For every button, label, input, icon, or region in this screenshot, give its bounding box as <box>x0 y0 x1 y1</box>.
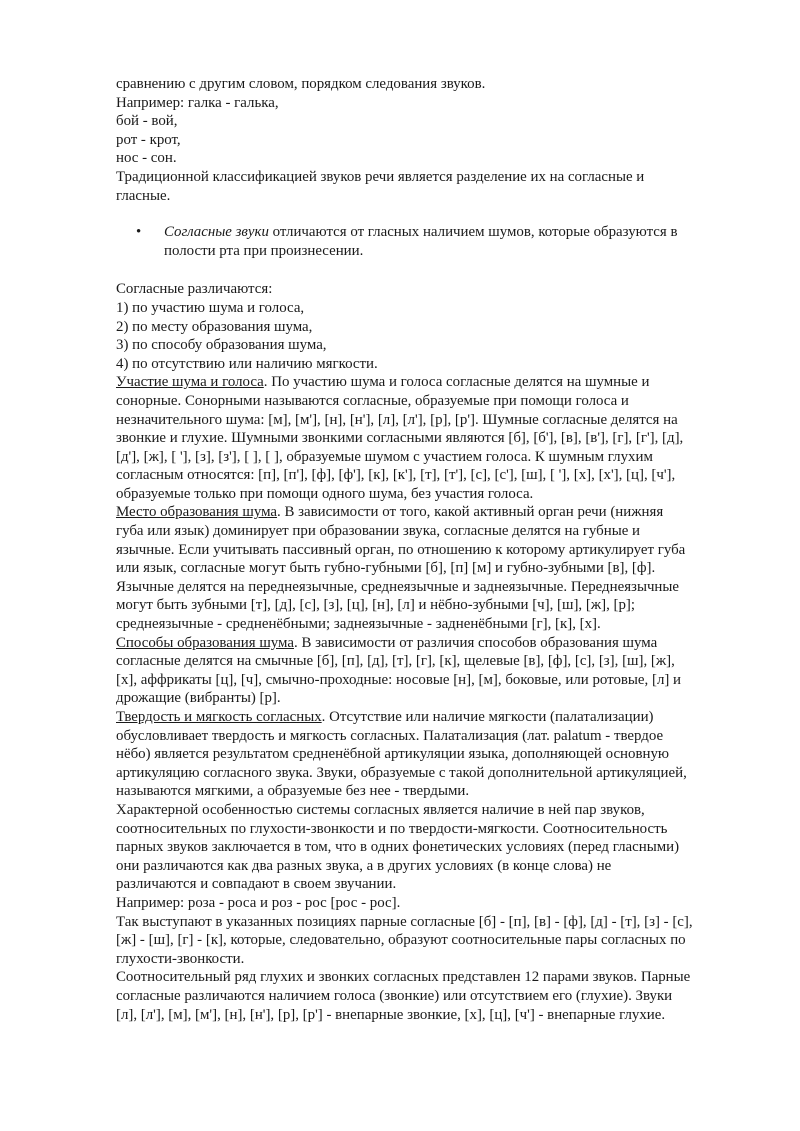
text-line: [ж] - [ш], [г] - [к], которые, следовательно, образуют соотносительные пары согласных по <box>116 932 686 949</box>
italic-term: Согласные звуки <box>164 224 269 241</box>
text-span: . В зависимости от различия способов образования шума <box>294 634 658 651</box>
text-line <box>164 223 738 242</box>
text-line: Традиционной классификацией звуков речи является разделение их на согласные и <box>116 168 645 185</box>
text-line: называются мягкими, а образуемые без нее - твердыми. <box>116 783 470 800</box>
text-line: обусловливает твердость и мягкость согласных. Палатализация (лат. palatum - твердое <box>116 727 664 744</box>
text-line: глухости-звонкости. <box>116 950 245 967</box>
text-line: язычные. Если учитывать пассивный орган, по отношению к которому артикулирует губа <box>116 541 686 558</box>
text-line: нос - сон. <box>116 150 177 167</box>
text-line: полости рта при произнесении. <box>164 242 364 259</box>
list-item: 1) по участию шума и голоса, <box>116 299 305 316</box>
text-line: гласные. <box>116 187 171 204</box>
section-title: Твердость и мягкость согласных <box>116 709 322 725</box>
section-manner <box>116 634 738 708</box>
text-line: Соотносительный ряд глухих и звонких согласных представлен 12 парами звуков. Парные <box>116 969 691 986</box>
text-line: Так выступают в указанных позициях парные согласные [б] - [п], [в] - [ф], [д] - [т], [з] - [с], <box>116 913 693 930</box>
text-line: или язык, согласные могут быть губно-губными [б], [п] [м] и губно-зубными [в], [ф]. <box>116 560 656 577</box>
text-span: отличаются от гласных наличием шумов, которые образуются в <box>268 224 678 241</box>
text-span: . В зависимости от того, какой активный орган речи (нижняя <box>277 504 664 521</box>
text-line: звонкие и глухие. Шумными звонкими согласными являются [б], [б'], [в], [в'], [г], [г'], [д], <box>116 430 684 447</box>
intro-block <box>116 75 738 205</box>
section-title: Участие шума и голоса <box>116 374 264 391</box>
tail-block <box>116 801 738 1024</box>
text-line: [х], аффрикаты [ц], [ч], смычно-проходные: носовые [н], [м], боковые, или ротовые, [л] и <box>116 671 682 688</box>
text-line: артикуляцию согласного звука. Звуки, образуемые с такой дополнительной артикуляцией, <box>116 764 687 781</box>
text-line: [л], [л'], [м], [м'], [н], [н'], [р], [р'] - внепарные звонкие, [х], [ц], [ч'] - внепарные глухие. <box>116 1006 666 1023</box>
section-title: Способы образования шума <box>116 634 294 651</box>
text-line: бой - вой, <box>116 113 178 130</box>
bullet-item <box>116 223 738 260</box>
text-line: среднеязычные - средненёбными; заднеязычные - задненёбными [г], [к], [х]. <box>116 616 601 633</box>
section-softness <box>116 708 738 801</box>
text-line: парных звуков заключается в том, что в одних фонетических условиях (перед гласными) <box>116 839 680 856</box>
text-line: различаются и совпадают в своем звучании. <box>116 876 397 893</box>
document-page <box>116 75 738 1024</box>
text-line: нёбо) является результатом средненёбной артикуляции языка, дополняющей основную <box>116 746 670 763</box>
text-line: рот - крот, <box>116 131 181 148</box>
text-line: губа или язык) доминирует при образовании звука, согласные делятся на губные и <box>116 523 641 540</box>
list-item: 4) по отсутствию или наличию мягкости. <box>116 355 378 372</box>
text-line: согласным относятся: [п], [п'], [ф], [ф'], [к], [к'], [т], [т'], [с], [с'], [ш], [ '], [х], [х'], [ц], [ч'], <box>116 467 676 484</box>
text-line: незначительного шума: [м], [м'], [н], [н'], [л], [л'], [р], [р']. Шумные согласные делятся на <box>116 411 678 428</box>
text-line: сонорные. Сонорными называются согласные, образуемые при помощи голоса и <box>116 392 629 409</box>
text-span: . По участию шума и голоса согласные делятся на шумные и <box>263 374 650 391</box>
text-line: [д'], [ж], [ '], [з], [з'], [ ], [ ], образуемые шумом с участием голоса. К шумным глухим <box>116 448 653 465</box>
text-span: . Отсутствие или наличие мягкости (палатализации) <box>321 709 654 725</box>
text-line: Например: роза - роса и роз - рос [рос - рос]. <box>116 894 401 911</box>
text-line: образуемые только при помощи одного шума, без участия голоса. <box>116 485 534 502</box>
text-line <box>116 708 738 727</box>
text-line <box>116 373 738 392</box>
text-line: дрожащие (вибранты) [р]. <box>116 690 281 707</box>
text-line: Например: галка - галька, <box>116 94 279 111</box>
criteria-heading: Согласные различаются: <box>116 281 273 298</box>
text-line: могут быть зубными [т], [д], [с], [з], [ц], [н], [л] и нёбно-зубными [ч], [ш], [ж], [р]; <box>116 597 636 614</box>
text-line: соотносительных по глухости-звонкости и по твердости-мягкости. Соотносительность <box>116 820 668 837</box>
text-line: Характерной особенностью системы согласных является наличие в ней пар звуков, <box>116 801 645 818</box>
list-item: 2) по месту образования шума, <box>116 318 313 335</box>
text-line: согласные делятся на смычные [б], [п], [д], [т], [г], [к], щелевые [в], [ф], [с], [з], [ш], [ж], <box>116 653 675 670</box>
text-line: Язычные делятся на переднеязычные, среднеязычные и заднеязычные. Переднеязычные <box>116 578 680 595</box>
section-place <box>116 503 738 633</box>
text-line: сравнению с другим словом, порядком следования звуков. <box>116 76 486 92</box>
bullet-marker: • <box>136 224 142 241</box>
text-line: они различаются как два разных звука, а в других условиях (в конце слова) не <box>116 857 612 874</box>
criteria-list <box>116 280 738 373</box>
text-line <box>116 503 738 522</box>
list-item: 3) по способу образования шума, <box>116 337 327 354</box>
section-noise-voice <box>116 373 738 503</box>
text-line: согласные различаются наличием голоса (звонкие) или отсутствием его (глухие). Звуки <box>116 987 673 1004</box>
section-title: Место образования шума <box>116 504 278 521</box>
text-line <box>116 634 738 653</box>
